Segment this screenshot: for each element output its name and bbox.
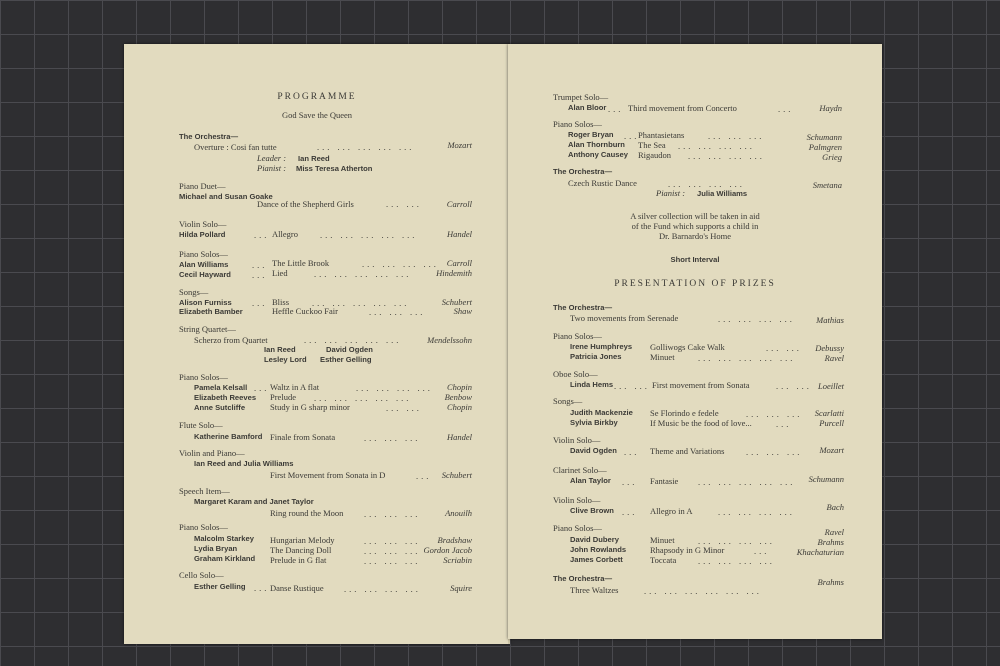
piece: Danse Rustique — [270, 583, 324, 593]
leader-dots: ... ... ... — [369, 307, 426, 317]
section-heading: Piano Solos— — [179, 249, 228, 259]
performer: Esther Gelling — [194, 582, 246, 591]
piece: Prelude — [270, 392, 296, 402]
section-heading: Violin Solo— — [553, 435, 601, 445]
leader-dots: ... ... ... ... — [344, 584, 421, 594]
composer: Anouilh — [445, 508, 472, 518]
piece: Hungarian Melody — [270, 535, 335, 545]
composer: Mathias — [816, 315, 844, 325]
performer: Linda Hems — [570, 380, 614, 389]
section-heading: Piano Solos— — [553, 523, 602, 533]
composer: Mozart — [819, 445, 844, 455]
performer: Irene Humphreys — [570, 342, 633, 351]
leader-dots: ... ... ... — [708, 131, 765, 141]
section-heading: The Orchestra— — [179, 132, 239, 141]
leader-dots: ... — [624, 131, 640, 141]
composer: Benbow — [444, 392, 472, 402]
leader-dots: ... ... ... — [364, 556, 421, 566]
leader-dots: ... ... ... ... — [718, 314, 795, 324]
composer: Scarlatti — [814, 408, 844, 418]
composer: Khachaturian — [796, 547, 844, 557]
programme-left-page — [124, 44, 510, 644]
section-heading: The Orchestra— — [553, 303, 613, 312]
composer: Ravel — [824, 527, 844, 537]
piece: Fantasie — [650, 476, 679, 486]
piece: Minuet — [650, 352, 675, 362]
performer: Ian Reed — [264, 345, 296, 354]
piece: First movement from Sonata — [652, 380, 750, 390]
performer: Judith Mackenzie — [570, 408, 633, 417]
piece: Study in G sharp minor — [270, 402, 350, 412]
leader-dots: ... ... ... ... ... — [312, 298, 410, 308]
composer: Debussy — [815, 343, 844, 353]
piece: Czech Rustic Dance — [568, 178, 637, 188]
leader-dots: ... ... ... — [746, 447, 803, 457]
performer: Clive Brown — [570, 506, 614, 515]
piece: Two movements from Serenade — [570, 313, 679, 323]
piece: First Movement from Sonata in D — [270, 470, 386, 480]
composer: Mendelssohn — [427, 335, 472, 345]
performer: Pamela Kelsall — [194, 383, 248, 392]
performer: Malcolm Starkey — [194, 534, 254, 543]
piece: Phantasietans — [638, 130, 685, 140]
piece: The Sea — [638, 140, 666, 150]
leader-dots: ... — [776, 419, 792, 429]
section-heading: String Quartet— — [179, 324, 236, 334]
section-heading: Cello Solo— — [179, 570, 224, 580]
composer: Mozart — [447, 140, 472, 150]
section-heading: Piano Solos— — [179, 522, 228, 532]
composer: Bradshaw — [437, 535, 472, 545]
leader-dots: ... ... — [614, 381, 650, 391]
leader-dots: ... — [754, 546, 770, 556]
leader-dots: ... ... ... ... — [688, 151, 765, 161]
performer: Patricia Jones — [570, 352, 622, 361]
leader-dots: ... ... ... ... — [698, 556, 775, 566]
section-heading: Speech Item— — [179, 486, 230, 496]
composer: Scriabin — [443, 555, 472, 565]
leader-dots: ... — [252, 270, 268, 280]
piece: Prelude in G flat — [270, 555, 327, 565]
performer: Michael and Susan Goake — [179, 192, 273, 201]
composer: Chopin — [446, 382, 472, 392]
leader-dots: ... ... — [386, 199, 422, 209]
leader-dots: ... ... ... ... ... — [314, 269, 412, 279]
leader-dots: ... — [608, 104, 624, 114]
section-heading: Songs— — [553, 396, 583, 406]
performer: Miss Teresa Atherton — [296, 164, 373, 173]
section-heading: Oboe Solo— — [553, 369, 598, 379]
leader-dots: ... ... ... ... ... — [320, 230, 418, 240]
composer: Chopin — [446, 402, 472, 412]
performer: Graham Kirkland — [194, 554, 256, 563]
piece: Heffle Cuckoo Fair — [272, 306, 338, 316]
composer: Schumann — [808, 474, 844, 484]
leader-dots: ... ... ... ... ... — [304, 335, 402, 345]
leader-dots: ... ... — [766, 343, 802, 353]
piece: Minuet — [650, 535, 675, 545]
role-label: Pianist : — [257, 163, 287, 173]
performer: David Ogden — [570, 446, 617, 455]
collection-note: Dr. Barnardo's Home — [658, 231, 732, 241]
piece: Lied — [272, 268, 288, 278]
composer: Purcell — [819, 418, 844, 428]
composer: Schubert — [441, 470, 472, 480]
piece: Dance of the Shepherd Girls — [257, 199, 354, 209]
composer: Hindemith — [436, 268, 472, 278]
piece: Scherzo from Quartet — [194, 335, 268, 345]
section-heading: Piano Solos— — [553, 119, 602, 129]
leader-dots: ... ... ... ... ... ... — [644, 586, 762, 596]
leader-dots: ... — [254, 583, 270, 593]
composer: Schumann — [806, 132, 842, 142]
leader-dots: ... ... ... ... ... — [698, 477, 796, 487]
leader-dots: ... — [252, 298, 268, 308]
piece: Allegro in A — [650, 506, 693, 516]
leader-dots: ... ... — [776, 381, 812, 391]
composer: Carroll — [446, 258, 472, 268]
section-heading: Violin Solo— — [179, 219, 227, 229]
leader-dots: ... ... ... — [364, 546, 421, 556]
piece: Allegro — [272, 229, 298, 239]
piece: Theme and Variations — [650, 446, 725, 456]
leader-dots: ... — [254, 383, 270, 393]
performer: Anne Sutcliffe — [194, 403, 246, 412]
performer: Alan Bloor — [568, 103, 607, 112]
piece: Golliwogs Cake Walk — [650, 342, 725, 352]
performer: James Corbett — [570, 555, 623, 564]
composer: Loeillet — [818, 381, 844, 391]
performer: Alan Williams — [179, 260, 229, 269]
leader-dots: ... ... ... ... ... — [314, 393, 412, 403]
piece: Rigaudon — [638, 150, 672, 160]
leader-dots: ... ... ... ... ... — [698, 353, 796, 363]
performer: Roger Bryan — [568, 130, 614, 139]
leader-dots: ... — [254, 230, 270, 240]
leader-dots: ... ... ... ... — [362, 259, 439, 269]
leader-dots: ... — [622, 477, 638, 487]
piece: If Music be the food of love... — [650, 418, 752, 428]
leader-dots: ... ... ... ... — [718, 507, 795, 517]
role-label: Leader : — [257, 153, 287, 163]
section-heading: Trumpet Solo— — [553, 92, 609, 102]
leader-dots: ... ... ... — [364, 433, 421, 443]
composer: Brahms — [817, 577, 844, 587]
performer: Sylvia Birkby — [570, 418, 618, 427]
leader-dots: ... ... — [386, 403, 422, 413]
section-heading: Clarinet Solo— — [553, 465, 607, 475]
composer: Brahms — [817, 537, 844, 547]
composer: Carroll — [446, 199, 472, 209]
section-heading: Piano Duet— — [179, 181, 226, 191]
performer: Elizabeth Reeves — [194, 393, 257, 402]
programme-title: PROGRAMME — [277, 92, 357, 102]
leader-dots: ... ... ... — [746, 409, 803, 419]
performer: Elizabeth Bamber — [179, 307, 243, 316]
piece: Toccata — [650, 555, 677, 565]
composer: Gordon Jacob — [423, 545, 472, 555]
piece: Se Florindo e fedele — [650, 408, 719, 418]
leader-dots: ... — [622, 507, 638, 517]
composer: Haydn — [819, 103, 842, 113]
composer: Shaw — [453, 306, 472, 316]
section-heading: Piano Solos— — [553, 331, 602, 341]
role-label: Pianist : — [656, 188, 686, 198]
composer: Ravel — [824, 353, 844, 363]
performer: Margaret Karam and Janet Taylor — [194, 497, 314, 506]
section-heading: Flute Solo— — [179, 420, 223, 430]
leader-dots: ... ... ... ... ... — [317, 142, 415, 152]
piece: Rhapsody in G Minor — [650, 545, 725, 555]
composer: Grieg — [822, 152, 842, 162]
piece: The Dancing Doll — [270, 545, 332, 555]
piece: Bliss — [272, 297, 290, 307]
performer: Ian Reed — [298, 154, 330, 163]
collection-note: A silver collection will be taken in aid — [630, 211, 760, 221]
performer: Alan Thornburn — [568, 140, 625, 149]
performer: Alan Taylor — [570, 476, 611, 485]
performer: Julia Williams — [697, 189, 748, 198]
piece: Three Waltzes — [570, 585, 619, 595]
leader-dots: ... ... ... ... — [356, 383, 433, 393]
leader-dots: ... — [252, 260, 268, 270]
leader-dots: ... — [778, 104, 794, 114]
performer: Alison Furniss — [179, 298, 232, 307]
performer: Lesley Lord — [264, 355, 307, 364]
section-heading: The Orchestra— — [553, 167, 613, 176]
section-heading: The Orchestra— — [553, 574, 613, 583]
composer: Handel — [446, 432, 472, 442]
section-heading: Violin and Piano— — [179, 448, 245, 458]
performer: Lydia Bryan — [194, 544, 238, 553]
performer: John Rowlands — [570, 545, 627, 554]
performer: Hilda Pollard — [179, 230, 226, 239]
piece: The Little Brook — [272, 258, 330, 268]
leader-dots: ... ... ... ... — [678, 141, 755, 151]
composer: Schubert — [441, 297, 472, 307]
composer: Smetana — [812, 180, 842, 190]
composer: Palmgren — [808, 142, 842, 152]
performer: David Ogden — [326, 345, 373, 354]
performer: David Dubery — [570, 535, 619, 544]
leader-dots: ... — [624, 447, 640, 457]
composer: Squire — [450, 583, 472, 593]
performer: Cecil Hayward — [179, 270, 231, 279]
leader-dots: ... ... ... ... — [668, 179, 745, 189]
prizes-heading: PRESENTATION OF PRIZES — [614, 279, 776, 289]
piece: Overture : Cosi fan tutte — [194, 142, 277, 152]
performer: Esther Gelling — [320, 355, 372, 364]
anthem: God Save the Queen — [281, 110, 353, 120]
programme-right-page — [508, 44, 882, 639]
piece: Third movement from Concerto — [628, 103, 737, 113]
performer: Ian Reed and Julia Williams — [194, 459, 294, 468]
collection-note: of the Fund which supports a child in — [631, 221, 759, 231]
interval-heading: Short Interval — [670, 255, 720, 264]
piece: Waltz in A flat — [270, 382, 320, 392]
leader-dots: ... ... ... — [364, 536, 421, 546]
composer: Bach — [826, 502, 844, 512]
section-heading: Piano Solos— — [179, 372, 228, 382]
piece: Ring round the Moon — [270, 508, 344, 518]
piece: Finale from Sonata — [270, 432, 336, 442]
section-heading: Songs— — [179, 287, 209, 297]
performer: Katherine Bamford — [194, 432, 263, 441]
leader-dots: ... ... ... ... — [698, 536, 775, 546]
performer: Anthony Causey — [568, 150, 628, 159]
section-heading: Violin Solo— — [553, 495, 601, 505]
leader-dots: ... — [416, 471, 432, 481]
leader-dots: ... ... ... — [364, 509, 421, 519]
composer: Handel — [446, 229, 472, 239]
